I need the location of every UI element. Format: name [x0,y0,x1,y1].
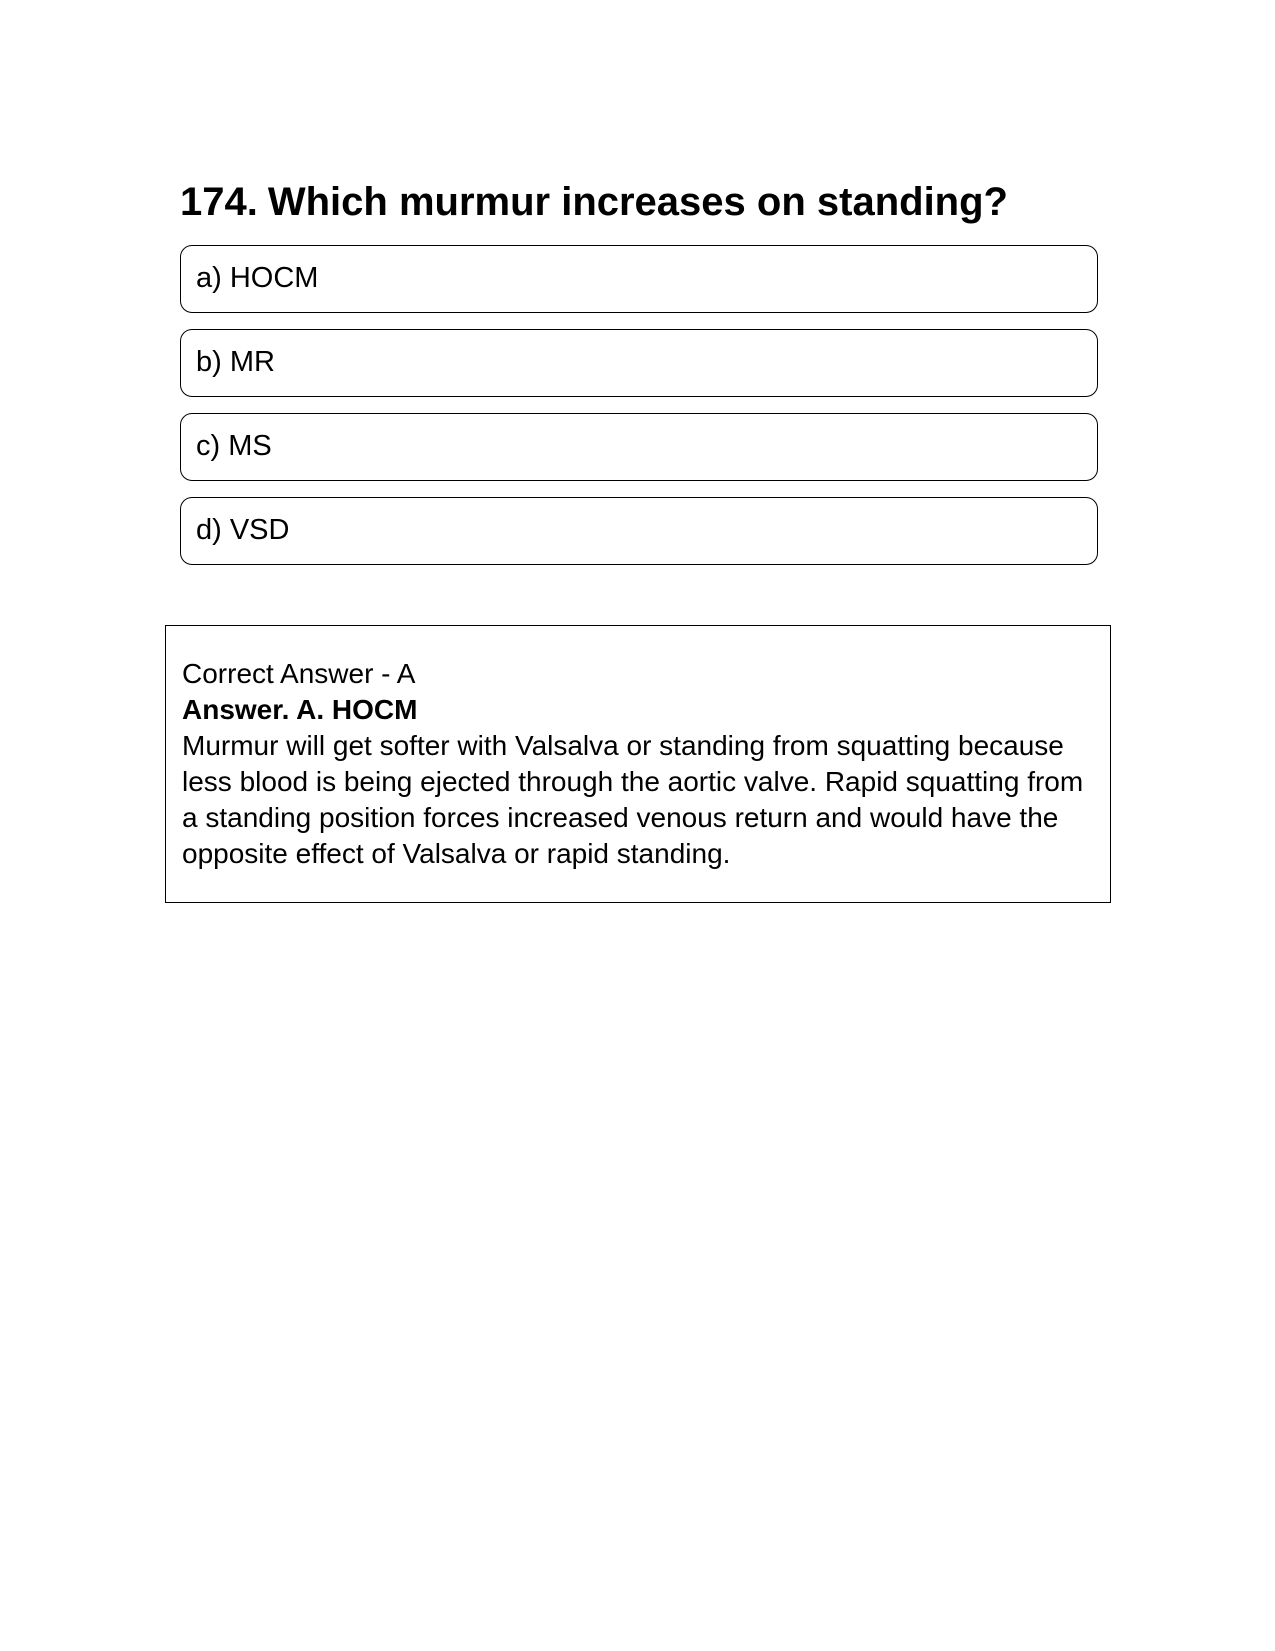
answer-box [165,625,1111,903]
options-list [180,245,1098,581]
answer-explanation: Murmur will get softer with Valsalva or standing from squatting because less blood is being ejected through the aortic valve. Rapid squatting from a standing position forces increased venous return and would have the opposite effect of Valsalva or rapid standing. [182,730,1084,869]
question-text: Which murmur increases on standing? [267,180,1008,224]
option-c[interactable]: c) MS [180,413,1098,481]
option-d[interactable]: d) VSD [180,497,1098,565]
question-number: 174. [180,180,258,224]
option-a[interactable]: a) HOCM [180,245,1098,313]
answer-heading: Answer. A. HOCM [182,694,418,725]
correct-answer-line: Correct Answer - A [182,658,416,689]
question-title [180,178,1008,226]
option-b[interactable]: b) MR [180,329,1098,397]
